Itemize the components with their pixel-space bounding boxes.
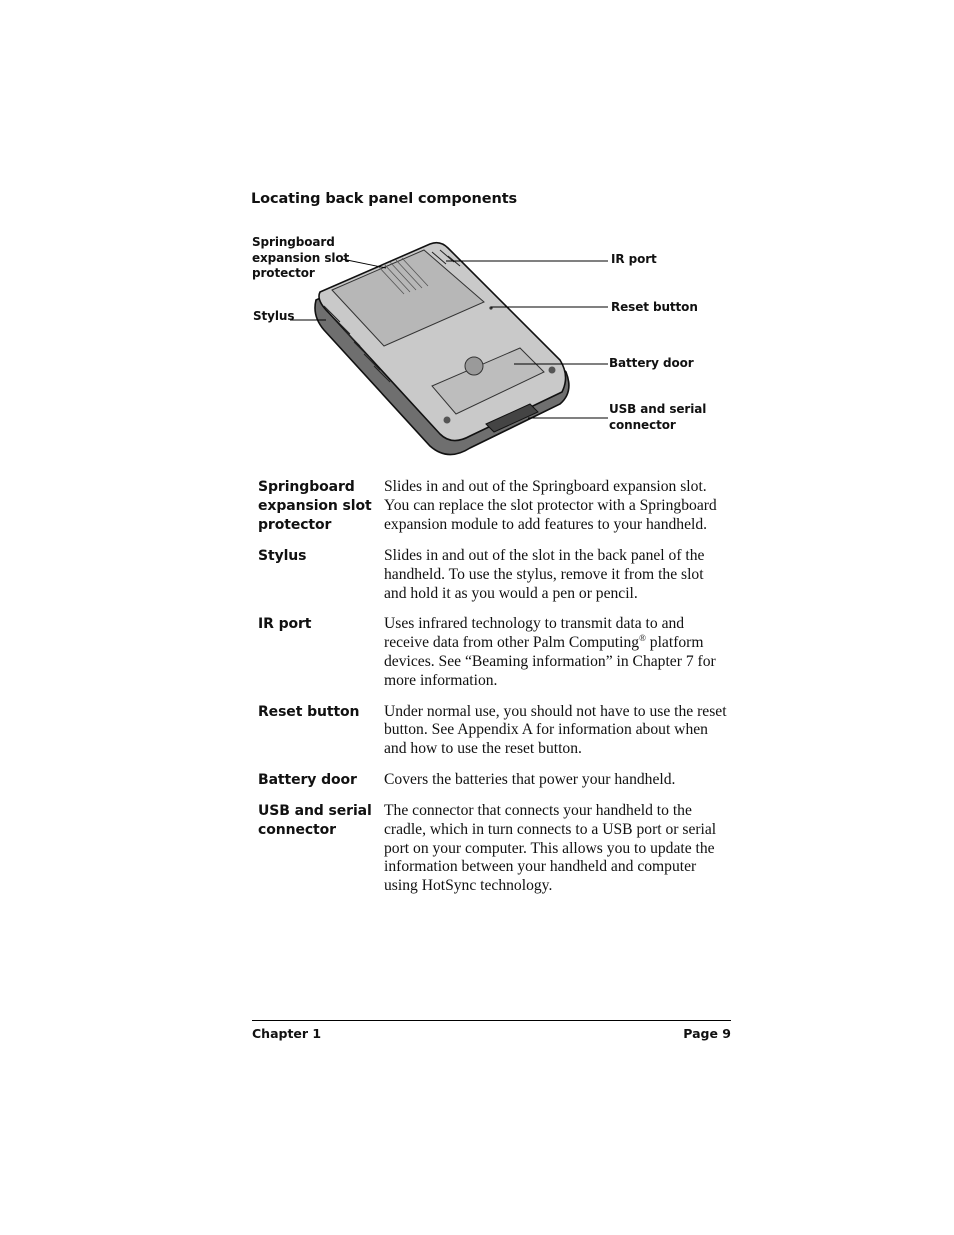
section-heading: Locating back panel components	[251, 191, 518, 207]
component-row	[258, 771, 728, 802]
callout-battery-door: Battery door	[609, 356, 694, 370]
description-text: platform devices. See “Beaming information” in Chapter 7 for more information.	[384, 634, 716, 689]
back-panel-figure	[0, 0, 954, 470]
component-term: USB and serial connector	[258, 802, 372, 838]
description-text: Uses infrared technology to transmit data to and receive data from other Palm Computing	[384, 615, 685, 652]
component-description	[384, 547, 728, 615]
component-row	[258, 478, 728, 547]
description-text: Under normal use, you should not have to use the reset button. See Appendix A for information about when and how to use the reset button.	[384, 702, 727, 758]
handheld-back-illustration	[0, 0, 954, 470]
component-term: Battery door	[258, 771, 357, 788]
callout-ir-port: IR port	[611, 252, 657, 266]
component-description	[384, 802, 728, 908]
screw-right	[549, 367, 556, 374]
component-description	[384, 615, 728, 702]
callout-springboard: Springboard expansion slot protector	[252, 235, 350, 280]
component-row	[258, 615, 728, 702]
registered-mark: ®	[639, 633, 646, 643]
component-description	[384, 478, 728, 547]
description-text: The connector that connects your handheld to the cradle, which in turn connects to a USB port or serial port on your computer. This allows you to update the information between your handheld and computer using HotSync technology.	[384, 801, 717, 895]
component-description	[384, 703, 728, 771]
page-footer	[252, 1020, 731, 1041]
battery-latch	[465, 357, 483, 375]
component-row	[258, 547, 728, 615]
callout-reset-button: Reset button	[611, 300, 698, 314]
description-text: Slides in and out of the slot in the back panel of the handheld. To use the stylus, remove it from the slot and hold it as you would a pen or pencil.	[384, 547, 705, 602]
footer-chapter: Chapter 1	[252, 1026, 322, 1041]
callout-usb-serial: USB and serial connector	[609, 402, 707, 432]
component-row	[258, 802, 728, 908]
component-term: Stylus	[258, 548, 307, 564]
callout-stylus: Stylus	[253, 309, 295, 323]
component-row	[258, 703, 728, 771]
description-text: Slides in and out of the Springboard expansion slot. You can replace the slot protector with a Springboard expansion module to add features to your handheld.	[384, 478, 717, 533]
footer-page-number: Page 9	[683, 1026, 731, 1041]
component-description	[384, 771, 728, 802]
screw-left	[444, 417, 451, 424]
component-term: Springboard expansion slot protector	[258, 479, 372, 533]
component-descriptions	[258, 478, 728, 908]
component-term: IR port	[258, 616, 312, 633]
component-list	[258, 478, 728, 908]
description-text: Covers the batteries that power your handheld.	[384, 770, 676, 788]
component-term: Reset button	[258, 703, 360, 720]
